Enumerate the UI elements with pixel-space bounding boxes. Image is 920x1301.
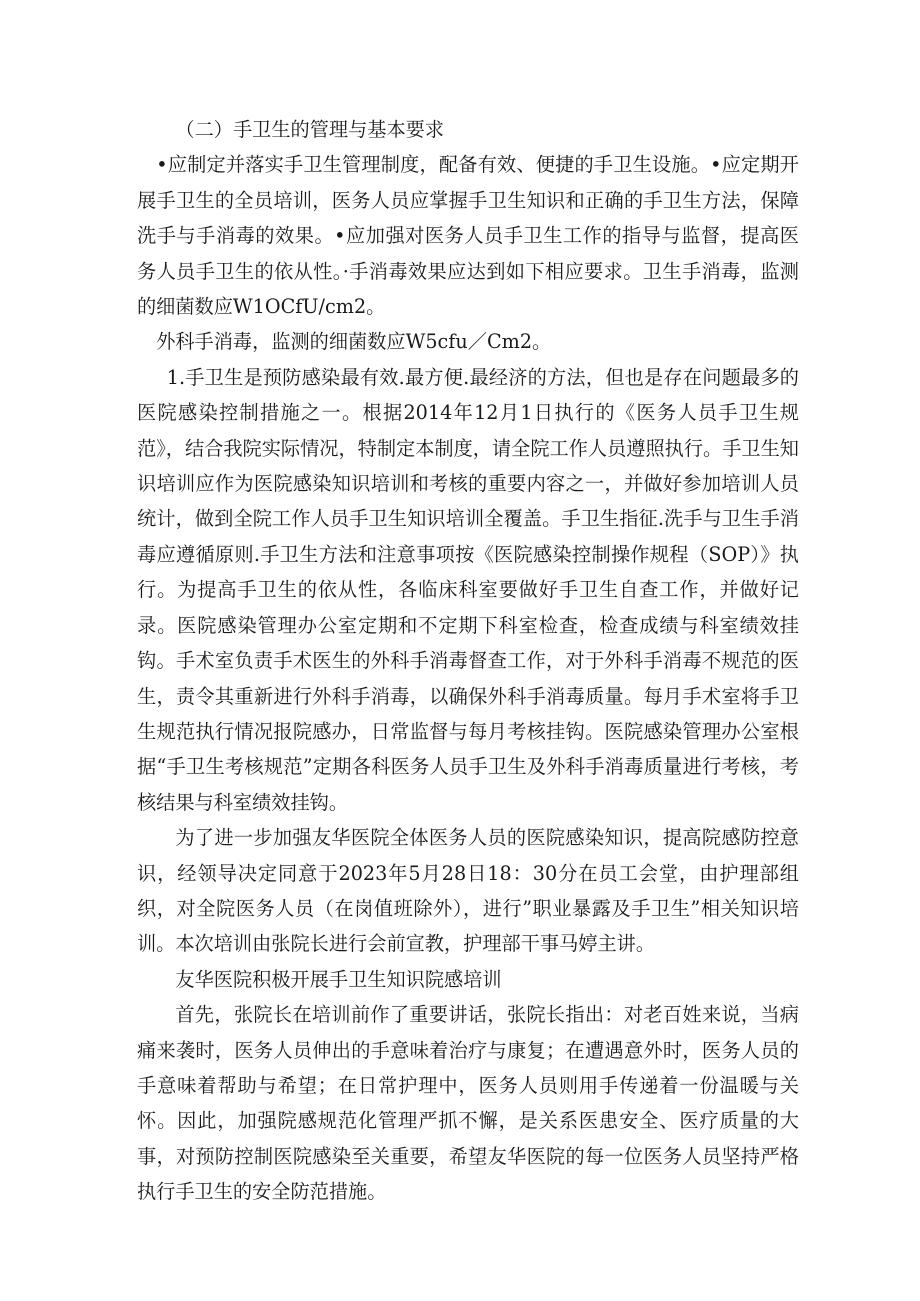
paragraph-hand-hygiene-requirements: •应制定并落实手卫生管理制度，配备有效、便捷的手卫生设施。•应定期开展手卫生的全员培训，医务人员应掌握手卫生知识和正确的手卫生方法，保障洗手与手消毒的效果。•应加强对医务人员手卫生工作的指导与监督，提高医务人员手卫生的依从性。·手消毒效果应达到如下相应要求。卫生手消毒，监测的细菌数应W1OCfU/cm2。 (137, 153, 799, 319)
paragraph-president-speech: 首先，张院长在培训前作了重要讲话，张院长指出：对老百姓来说，当病痛来袭时，医务人员伸出的手意味着治疗与康复；在遭遇意外时，医务人员的手意味着帮助与希望；在日常护理中，医务人员则用手传递着一份温暖与关怀。因此，加强院感规范化管理严抓不懈，是关系医患安全、医疗质量的大事，对预防控制医院感染至关重要，希望友华医院的每一位医务人员坚持严格执行手卫生的安全防范措施。 (137, 1003, 799, 1204)
document-body (137, 112, 799, 1210)
paragraph-hand-hygiene-policy: 1.手卫生是预防感染最有效.最方便.最经济的方法，但也是存在问题最多的医院感染控制措施之一。根据2014年12月1日执行的《医务人员手卫生规范》，结合我院实际情况，特制定本制度，请全院工作人员遵照执行。手卫生知识培训应作为医院感染知识培训和考核的重要内容之一，并做好参加培训人员统计，做到全院工作人员手卫生知识培训全覆盖。手卫生指征.洗手与卫生手消毒应遵循原则.手卫生方法和注意事项按《医院感染控制操作规程（SOP）》执行。为提高手卫生的依从性，各临床科室要做好手卫生自查工作，并做好记录。医院感染管理办公室定期和不定期下科室检查，检查成绩与科室绩效挂钩。手术室负责手术医生的外科手消毒督查工作，对于外科手消毒不规范的医生，责令其重新进行外科手消毒，以确保外科手消毒质量。每月手术室将手卫生规范执行情况报院感办，日常监督与每月考核挂钩。医院感染管理办公室根据“手卫生考核规范”定期各科医务人员手卫生及外科手消毒质量进行考核，考核结果与科室绩效挂钩。 (137, 365, 799, 814)
paragraph-surgical-hand-disinfection: 外科手消毒，监测的细菌数应W5cfu／Cm2。 (156, 330, 552, 354)
paragraph-training-title: 友华医院积极开展手卫生知识院感培训 (175, 967, 502, 991)
paragraph-training-announcement: 为了进一步加强友华医院全体医务人员的医院感染知识，提高院感防控意识，经领导决定同意于2023年5月28日18：30分在员工会堂，由护理部组织，对全院医务人员（在岗值班除外），进行”职业暴露及手卫生”相关知识培训。本次培训由张院长进行会前宣教，护理部干事马婷主讲。 (137, 826, 799, 956)
section-heading: （二）手卫生的管理与基本要求 (175, 118, 445, 141)
